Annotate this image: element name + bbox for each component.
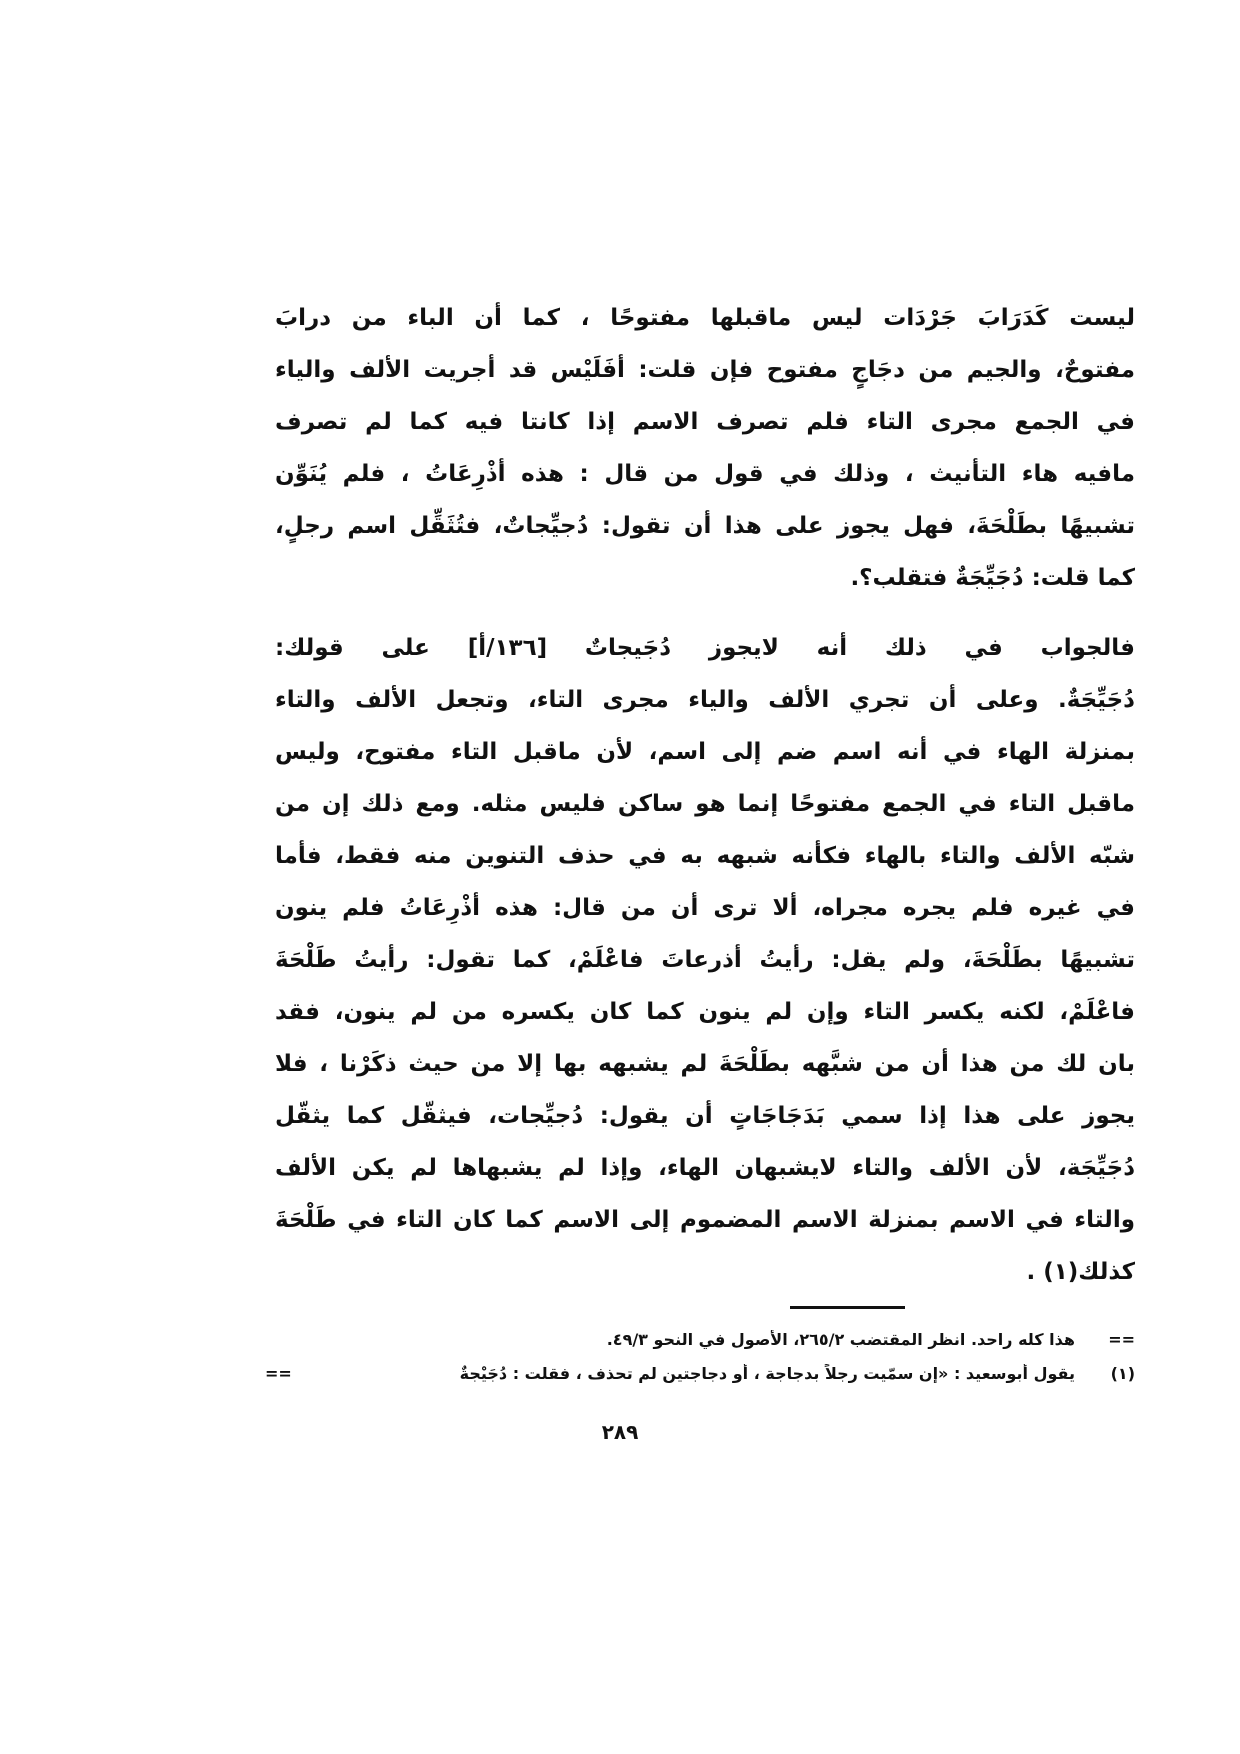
text-line: دُجَيِّجَةٌ. وعلى أن تجري الألف والياء مجرى التاء، وتجعل الألف والتاء	[275, 687, 1135, 713]
text-line: تشبيهًا بطَلْحَةَ، فهل يجوز على هذا أن تقول: دُجيِّجاتٌ، فتُثَقِّل اسم رجلٍ،	[275, 513, 1135, 539]
footnote-marker: ==	[1108, 1329, 1135, 1349]
footnote-separator	[790, 1306, 905, 1309]
text-line: فالجواب في ذلك أنه لايجوز دُجَيجاتٌ [١٣٦/أ] على قولك:	[275, 635, 1135, 661]
paragraph-2	[275, 622, 1135, 1298]
footnote-1	[265, 1356, 1135, 1390]
page-number: ٢٨٩	[601, 1420, 639, 1444]
text-line: ليست كَدَرَابَ جَرْدَات ليس ماقبلها مفتوحًا ، كما أن الباء من درابَ	[275, 305, 1135, 331]
text-line: دُجَيِّجَة، لأن الألف والتاء لايشبهان الهاء، وإذا لم يشبهاها لم يكن الألف	[275, 1155, 1135, 1181]
text-line: كما قلت: دُجَيِّجَةٌ فتقلب؟.	[850, 565, 1135, 591]
footnote-continuation	[265, 1322, 1135, 1356]
text-line: بان لك من هذا أن من شبَّهه بطَلْحَةَ لم يشبهه بها إلا من حيث ذكَرْنا ، فلا	[275, 1051, 1135, 1077]
footnote-text: يقول أبوسعيد : «إن سمّيت رجلاً بدجاجة ، أو دجاجتين لم تحذف ، فقلت : دُجَيْجةٌ	[459, 1363, 1075, 1383]
footnote-text: هذا كله راحد. انظر المقتضب ٢٦٥/٢، الأصول في النحو ٤٩/٣.	[606, 1329, 1075, 1349]
text-line: تشبيهًا بطَلْحَةَ، ولم يقل: رأيتُ أذرعاتَ فاعْلَمْ، كما تقول: رأيتُ طَلْحَةَ	[275, 947, 1135, 973]
text-line: فاعْلَمْ، لكنه يكسر التاء وإن لم ينون كما كان يكسره من لم ينون، فقد	[275, 999, 1135, 1025]
text-line: مافيه هاء التأنيث ، وذلك في قول من قال : هذه أذْرِعَاتُ ، فلم يُنَوِّن	[275, 461, 1135, 487]
footnotes	[265, 1322, 1135, 1390]
text-line: كذلك(١) .	[1026, 1259, 1135, 1285]
footnote-marker: (١)	[1110, 1363, 1135, 1383]
text-line: ماقبل التاء في الجمع مفتوحًا إنما هو ساكن فليس مثله. ومع ذلك إن من	[275, 791, 1135, 817]
text-line: شبّه الألف والتاء بالهاء فكأنه شبهه به في حذف التنوين منه فقط، فأما	[275, 843, 1135, 869]
text-line: والتاء في الاسم بمنزلة الاسم المضموم إلى الاسم كما كان التاء في طَلْحَةَ	[275, 1207, 1135, 1233]
text-line: في غيره فلم يجره مجراه، ألا ترى أن من قال: هذه أذْرِعَاتُ فلم ينون	[275, 895, 1135, 921]
text-line: في الجمع مجرى التاء فلم تصرف الاسم إذا كانتا فيه كما لم تصرف	[275, 409, 1135, 435]
footnote-continues-mark: ==	[265, 1363, 292, 1383]
text-line: يجوز على هذا إذا سمي بَدَجَاجَاتٍ أن يقول: دُجيِّجات، فيثقّل كما يثقّل	[275, 1103, 1135, 1129]
text-line: مفتوحٌ، والجيم من دجَاجٍ مفتوح فإن قلت: أفَلَيْس قد أجريت الألف والياء	[275, 357, 1135, 383]
paragraph-1	[275, 292, 1135, 604]
text-line: بمنزلة الهاء في أنه اسم ضم إلى اسم، لأن ماقبل التاء مفتوح، وليس	[275, 739, 1135, 765]
